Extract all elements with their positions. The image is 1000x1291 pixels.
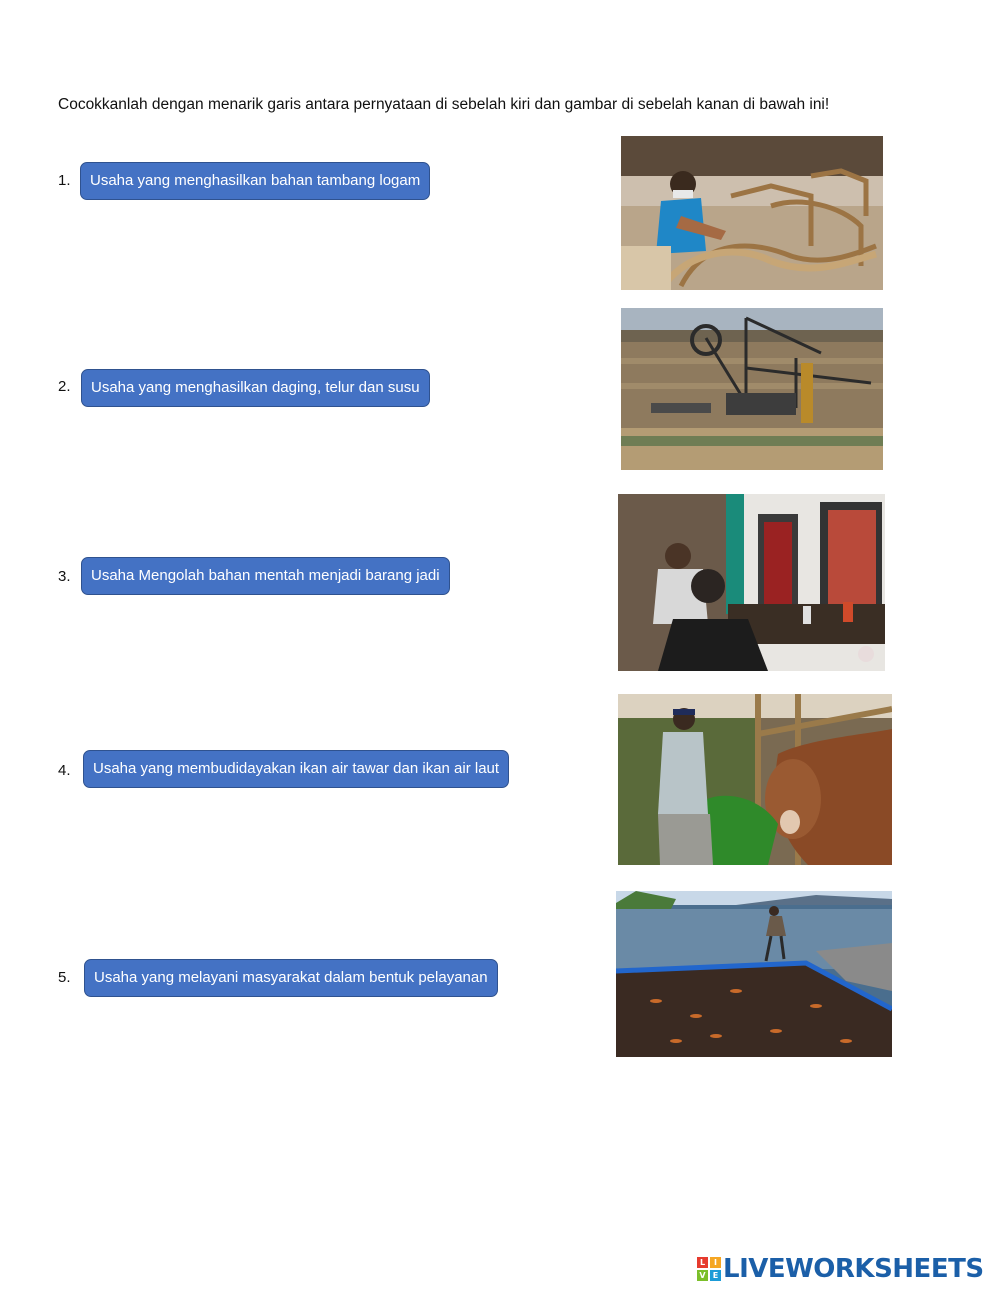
item-number-1: 1. <box>58 172 71 189</box>
cattle-farm-photo[interactable] <box>618 694 892 865</box>
item-number-3: 3. <box>58 568 71 585</box>
barbershop-photo[interactable] <box>618 494 885 671</box>
badge-letter-v: V <box>697 1270 708 1281</box>
mining-excavator-photo[interactable] <box>621 308 883 470</box>
fish-farm-photo[interactable] <box>616 891 892 1057</box>
item-number-2: 2. <box>58 378 71 395</box>
badge-letter-e: E <box>710 1270 721 1281</box>
instruction-text: Cocokkanlah dengan menarik garis antara pernyataan di sebelah kiri dan gambar di sebelah kanan di bawah ini! <box>58 96 830 113</box>
furniture-workshop-photo[interactable] <box>621 136 883 290</box>
item-number-4: 4. <box>58 762 71 779</box>
badge-letter-l: L <box>697 1257 708 1268</box>
item-number-5: 5. <box>58 969 71 986</box>
statement-1[interactable]: Usaha yang menghasilkan bahan tambang logam <box>80 162 430 200</box>
badge-letter-i: I <box>710 1257 721 1268</box>
statement-3[interactable]: Usaha Mengolah bahan mentah menjadi barang jadi <box>81 557 450 595</box>
statement-2[interactable]: Usaha yang menghasilkan daging, telur dan susu <box>81 369 430 407</box>
live-badge-icon <box>697 1257 721 1281</box>
statement-5[interactable]: Usaha yang melayani masyarakat dalam bentuk pelayanan <box>84 959 498 997</box>
brand-name: LIVEWORKSHEETS <box>723 1254 984 1284</box>
statement-4[interactable]: Usaha yang membudidayakan ikan air tawar dan ikan air laut <box>83 750 509 788</box>
liveworksheets-logo <box>697 1254 984 1284</box>
